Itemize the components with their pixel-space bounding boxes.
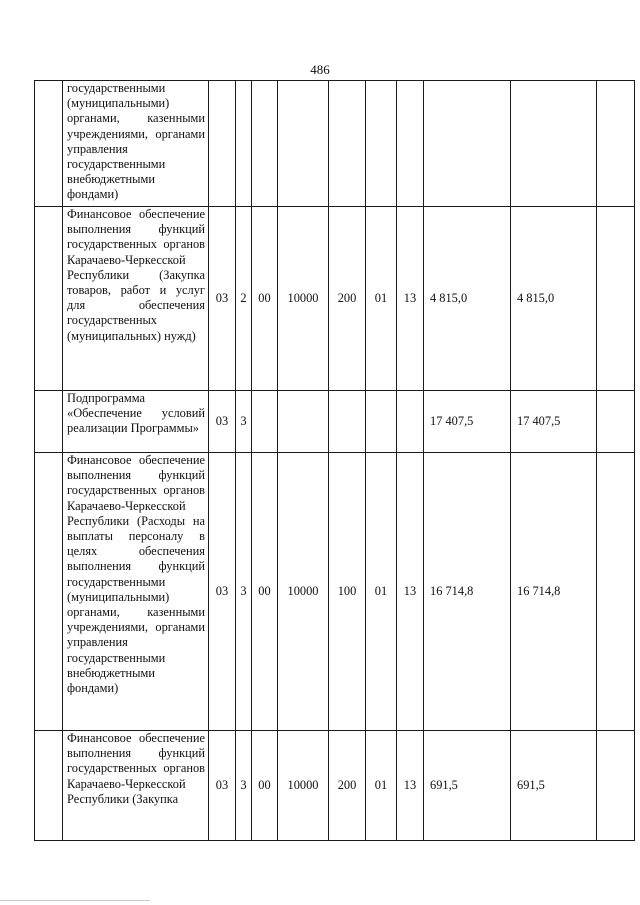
table-row bbox=[35, 453, 635, 731]
cell-subprogram: 3 bbox=[236, 731, 252, 841]
blank-cell bbox=[35, 207, 63, 391]
cell-subprogram: 3 bbox=[236, 453, 252, 731]
cell-expense-type: 200 bbox=[329, 731, 366, 841]
cell-expense-type: 200 bbox=[329, 207, 366, 391]
cell-main-event bbox=[252, 81, 278, 207]
cell-amount-1 bbox=[424, 81, 511, 207]
blank-cell bbox=[35, 731, 63, 841]
cell-subsection bbox=[397, 81, 424, 207]
cell-program bbox=[209, 81, 236, 207]
cell-subprogram: 2 bbox=[236, 207, 252, 391]
cell-amount-1: 691,5 bbox=[424, 731, 511, 841]
budget-table bbox=[34, 80, 635, 841]
row-name: Финансовое обеспечение выполнения функций государственных органов Карачаево-Черкесской Республики (Закупка bbox=[63, 731, 209, 841]
cell-main-event bbox=[252, 391, 278, 453]
cell-amount-2: 17 407,5 bbox=[511, 391, 597, 453]
cell-amount-1: 4 815,0 bbox=[424, 207, 511, 391]
blank-cell bbox=[597, 391, 635, 453]
cell-direction bbox=[278, 81, 329, 207]
cell-subprogram: 3 bbox=[236, 391, 252, 453]
cell-amount-1: 16 714,8 bbox=[424, 453, 511, 731]
cell-section: 01 bbox=[366, 731, 397, 841]
cell-program: 03 bbox=[209, 207, 236, 391]
blank-cell bbox=[597, 81, 635, 207]
blank-cell bbox=[597, 731, 635, 841]
blank-cell bbox=[597, 453, 635, 731]
table-row bbox=[35, 731, 635, 841]
cell-amount-2: 16 714,8 bbox=[511, 453, 597, 731]
cell-amount-2: 4 815,0 bbox=[511, 207, 597, 391]
table-row bbox=[35, 391, 635, 453]
blank-cell bbox=[597, 207, 635, 391]
cell-amount-1: 17 407,5 bbox=[424, 391, 511, 453]
cell-main-event: 00 bbox=[252, 453, 278, 731]
cell-direction bbox=[278, 391, 329, 453]
cell-main-event: 00 bbox=[252, 731, 278, 841]
blank-cell bbox=[35, 453, 63, 731]
table-row bbox=[35, 81, 635, 207]
row-name: Финансовое обеспечение выполнения функций государственных органов Карачаево-Черкесской Республики (Расходы на выплаты персоналу в целях обеспечения выполнения функций государственными (муниципальными) органами, казенными учреждениями, органами управления государственными внебюджетными фондами) bbox=[63, 453, 209, 731]
cell-section: 01 bbox=[366, 453, 397, 731]
row-name: государственными (муниципальными) органами, казенными учреждениями, органами управления государственными внебюджетными фондами) bbox=[63, 81, 209, 207]
cell-section: 01 bbox=[366, 207, 397, 391]
cell-direction: 10000 bbox=[278, 207, 329, 391]
cell-section bbox=[366, 391, 397, 453]
cell-expense-type bbox=[329, 81, 366, 207]
cell-amount-2: 691,5 bbox=[511, 731, 597, 841]
cell-expense-type bbox=[329, 391, 366, 453]
table-row bbox=[35, 207, 635, 391]
blank-cell bbox=[35, 81, 63, 207]
row-name: Подпрограмма «Обеспечение условий реализации Программы» bbox=[63, 391, 209, 453]
cell-direction: 10000 bbox=[278, 453, 329, 731]
cell-program: 03 bbox=[209, 731, 236, 841]
cell-amount-2 bbox=[511, 81, 597, 207]
page-number: 486 bbox=[310, 62, 330, 77]
cell-subsection: 13 bbox=[397, 207, 424, 391]
row-name: Финансовое обеспечение выполнения функций государственных органов Карачаево-Черкесской Республики (Закупка товаров, работ и услуг для обеспечения государственных (муниципальных) нужд) bbox=[63, 207, 209, 391]
cell-subsection bbox=[397, 391, 424, 453]
cell-subsection: 13 bbox=[397, 731, 424, 841]
cell-section bbox=[366, 81, 397, 207]
cell-program: 03 bbox=[209, 391, 236, 453]
cell-subprogram bbox=[236, 81, 252, 207]
cell-expense-type: 100 bbox=[329, 453, 366, 731]
cell-main-event: 00 bbox=[252, 207, 278, 391]
cell-program: 03 bbox=[209, 453, 236, 731]
cell-subsection: 13 bbox=[397, 453, 424, 731]
scan-edge-line bbox=[0, 900, 150, 901]
cell-direction: 10000 bbox=[278, 731, 329, 841]
blank-cell bbox=[35, 391, 63, 453]
